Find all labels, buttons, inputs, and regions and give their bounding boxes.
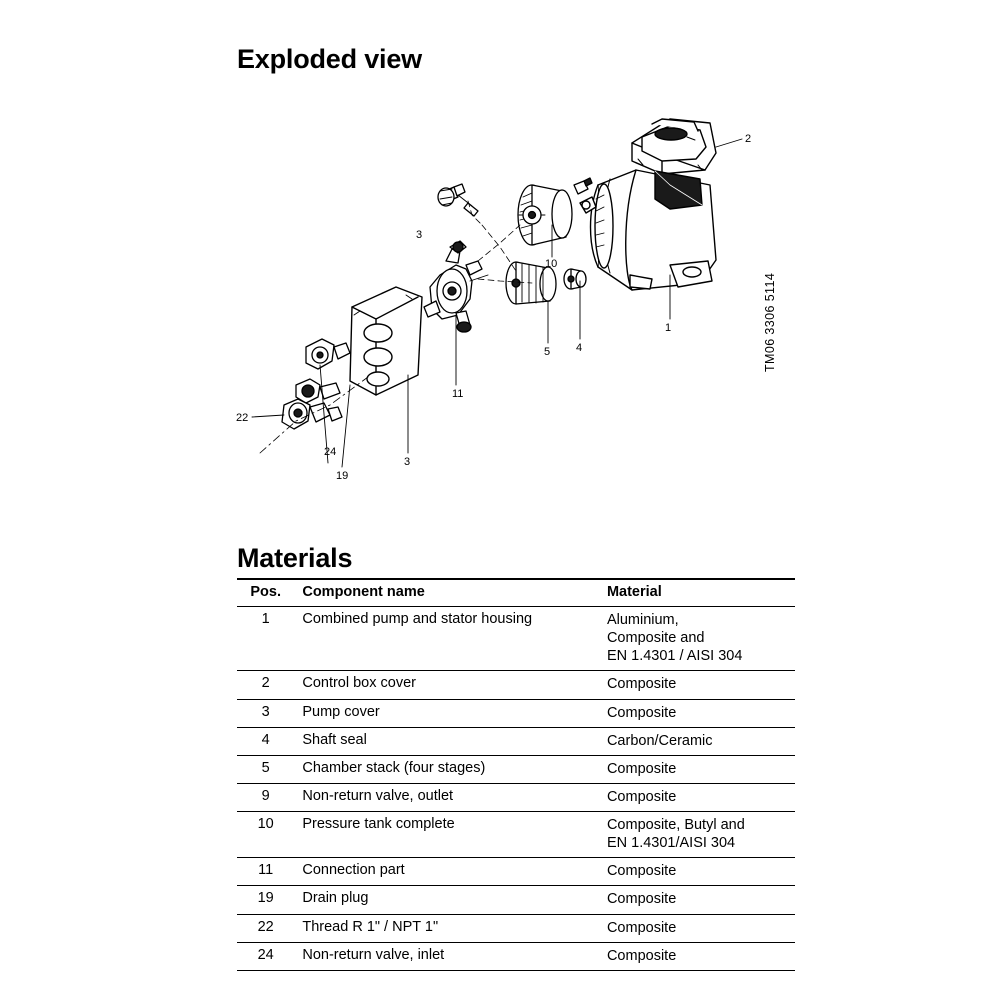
callout-2: 2 <box>745 133 752 145</box>
materials-heading: Materials <box>237 543 353 574</box>
cell-material <box>607 699 795 727</box>
cell-component: Non-return valve, inlet <box>302 946 445 963</box>
cell-material <box>607 607 795 671</box>
cell-pos: 10 <box>257 816 274 832</box>
callout-4: 4 <box>576 342 583 354</box>
drawing-code-label: TM06 3306 5114 <box>763 272 777 372</box>
material-line: Composite and <box>606 630 705 647</box>
table-row <box>237 812 795 858</box>
table-row <box>237 783 795 811</box>
part-fittings <box>282 339 350 429</box>
part-control-box-cover <box>632 119 716 174</box>
table-row <box>237 607 795 671</box>
part-pump-cover <box>350 287 422 395</box>
materials-table <box>237 578 795 971</box>
materials-table-body <box>237 607 795 971</box>
cell-component: Connection part <box>302 862 405 879</box>
material-line: Carbon/Ceramic <box>606 732 713 749</box>
material-line: Composite <box>606 704 677 721</box>
cell-pos: 5 <box>261 759 270 776</box>
cell-pos: 19 <box>257 890 274 907</box>
material-line: Composite <box>606 891 677 908</box>
cell-component: Shaft seal <box>302 731 367 748</box>
table-row <box>237 755 795 783</box>
header-component: Component name <box>302 584 425 600</box>
material-line: EN 1.4301 / AISI 304 <box>606 648 743 665</box>
callout-5: 5 <box>544 346 551 358</box>
material-line: Composite <box>606 760 677 777</box>
material-line: Aluminium, <box>606 612 679 628</box>
part-plug-top <box>438 184 478 216</box>
cell-pos: 11 <box>258 862 274 879</box>
cell-material <box>607 812 795 858</box>
cell-material <box>607 755 795 783</box>
table-row <box>237 727 795 755</box>
callout-3-top: 3 <box>416 229 423 241</box>
part-stator-housing <box>580 170 716 290</box>
callout-24: 24 <box>324 446 337 458</box>
callout-10: 10 <box>545 258 558 270</box>
material-line: Composite <box>606 676 677 693</box>
header-pos: Pos. <box>250 584 281 600</box>
cell-component: Pump cover <box>302 703 380 720</box>
cell-pos: 2 <box>261 675 270 692</box>
part-shaft-seal <box>564 269 586 289</box>
cell-material <box>607 914 795 942</box>
table-row <box>237 671 795 699</box>
cell-material <box>607 783 795 811</box>
material-line: Composite <box>606 863 677 880</box>
table-row <box>237 886 795 914</box>
table-row <box>237 942 795 970</box>
cell-pos: 22 <box>257 918 274 935</box>
materials-table-head <box>237 579 795 607</box>
cell-material <box>607 671 795 699</box>
cell-material <box>607 942 795 970</box>
cell-material <box>607 858 795 886</box>
cell-material <box>607 727 795 755</box>
cell-component: Non-return valve, outlet <box>302 787 454 804</box>
cell-component: Drain plug <box>302 890 369 907</box>
table-row <box>237 858 795 886</box>
exploded-view-heading: Exploded view <box>237 44 422 75</box>
cell-pos: 24 <box>257 946 274 963</box>
cell-pos: 1 <box>261 611 270 627</box>
table-header-row <box>237 579 795 607</box>
table-row <box>237 914 795 942</box>
cell-pos: 4 <box>261 731 270 748</box>
material-line: Composite, Butyl and <box>606 817 745 833</box>
cell-component: Pressure tank complete <box>302 816 455 832</box>
pump-exploded-diagram <box>200 75 820 505</box>
cell-component: Thread R 1" / NPT 1" <box>302 918 439 935</box>
material-line: Composite <box>606 788 677 805</box>
cell-component: Combined pump and stator housing <box>302 611 533 627</box>
header-material: Material <box>606 584 662 600</box>
cell-pos: 3 <box>261 703 270 720</box>
cell-component: Control box cover <box>302 675 416 692</box>
material-line: EN 1.4301/AISI 304 <box>606 835 736 852</box>
callout-11: 11 <box>452 388 464 400</box>
cell-pos: 9 <box>261 787 270 804</box>
material-line: Composite <box>606 919 677 936</box>
callout-3: 3 <box>404 456 411 468</box>
cell-material <box>607 886 795 914</box>
cell-component: Chamber stack (four stages) <box>302 759 486 776</box>
callout-19: 19 <box>336 470 349 482</box>
callout-1: 1 <box>665 322 672 334</box>
exploded-view-drawing <box>200 75 820 505</box>
material-line: Composite <box>606 947 677 964</box>
table-row <box>237 699 795 727</box>
part-pressure-tank <box>518 178 592 245</box>
callout-22: 22 <box>236 412 249 424</box>
